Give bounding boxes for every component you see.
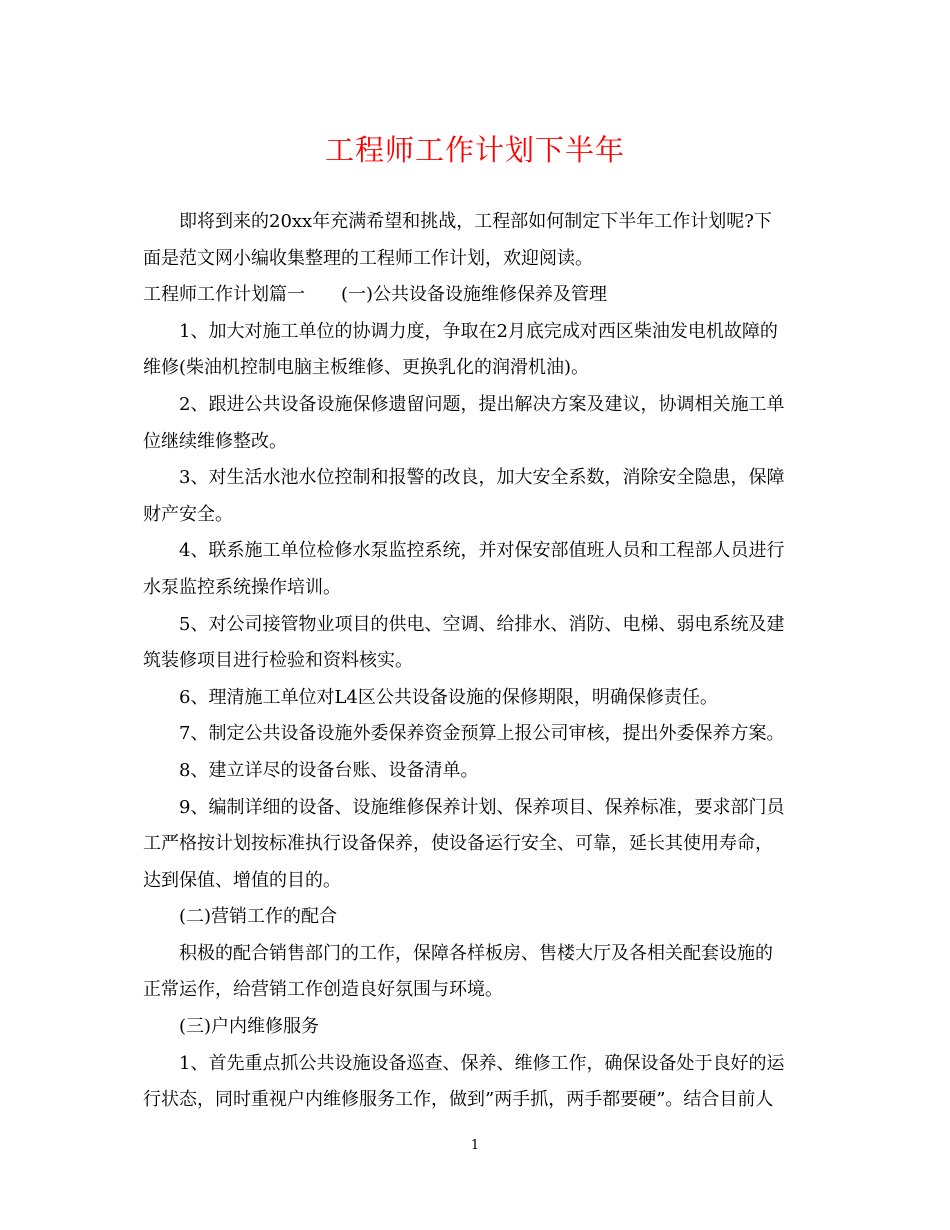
text-line: 位继续维修整改。 — [143, 430, 287, 452]
text-line: 正常运作，给营销工作创造良好氛围与环境。 — [143, 979, 503, 1001]
text-line: 4、联系施工单位检修水泵监控系统，并对保安部值班人员和工程部人员进行 — [143, 540, 785, 562]
text-line: 3、对生活水池水位控制和报警的改良，加大安全系数，消除安全隐患，保障 — [143, 467, 785, 489]
section-heading: (二)营销工作的配合 — [143, 906, 338, 928]
text-line: 即将到来的20xx年充满希望和挑战，工程部如何制定下半年工作计划呢?下 — [143, 211, 772, 232]
text-line: 2、跟进公共设备设施保修遗留问题，提出解决方案及建议，协调相关施工单 — [143, 393, 785, 415]
section-heading: 工程师工作计划篇一 (一)公共设备设施维修保养及管理 — [143, 284, 608, 306]
text-line: 6、理清施工单位对L4区公共设备设施的保修期限，明确保修责任。 — [143, 686, 718, 708]
text-line: 筑装修项目进行检验和资料核实。 — [143, 650, 413, 672]
text-line: 1、首先重点抓公共设施设备巡查、保养、维修工作，确保设备处于良好的运 — [143, 1052, 785, 1074]
section-heading: (三)户内维修服务 — [143, 1016, 320, 1038]
text-line: 达到保值、增值的目的。 — [143, 869, 341, 891]
text-line: 工严格按计划按标准执行设备保养，使设备运行安全、可靠，延长其使用寿命， — [143, 833, 773, 855]
text-line: 5、对公司接管物业项目的供电、空调、给排水、消防、电梯、弱电系统及建 — [143, 613, 785, 635]
text-line: 行状态，同时重视户内维修服务工作，做到”两手抓，两手都要硬”。结合目前人 — [143, 1089, 774, 1111]
text-line: 财产安全。 — [143, 503, 233, 525]
text-line: 1、加大对施工单位的协调力度，争取在2月底完成对西区柴油发电机故障的 — [143, 320, 778, 342]
page-number: 1 — [470, 1138, 480, 1153]
text-line: 8、建立详尽的设备台账、设备清单。 — [143, 759, 479, 781]
text-line: 水泵监控系统操作培训。 — [143, 576, 341, 598]
document-title: 工程师工作计划下半年 — [324, 133, 625, 167]
document-body — [143, 204, 807, 1119]
text-line: 7、制定公共设备设施外委保养资金预算上报公司审核，提出外委保养方案。 — [143, 723, 785, 745]
text-line: 积极的配合销售部门的工作，保障各样板房、售楼大厅及各相关配套设施的 — [143, 942, 773, 964]
text-line: 面是范文网小编收集整理的工程师工作计划，欢迎阅读。 — [143, 247, 593, 269]
text-line: 维修(柴油机控制电脑主板维修、更换乳化的润滑机油)。 — [143, 357, 590, 379]
text-line: 9、编制详细的设备、设施维修保养计划、保养项目、保养标准，要求部门员 — [143, 796, 785, 818]
